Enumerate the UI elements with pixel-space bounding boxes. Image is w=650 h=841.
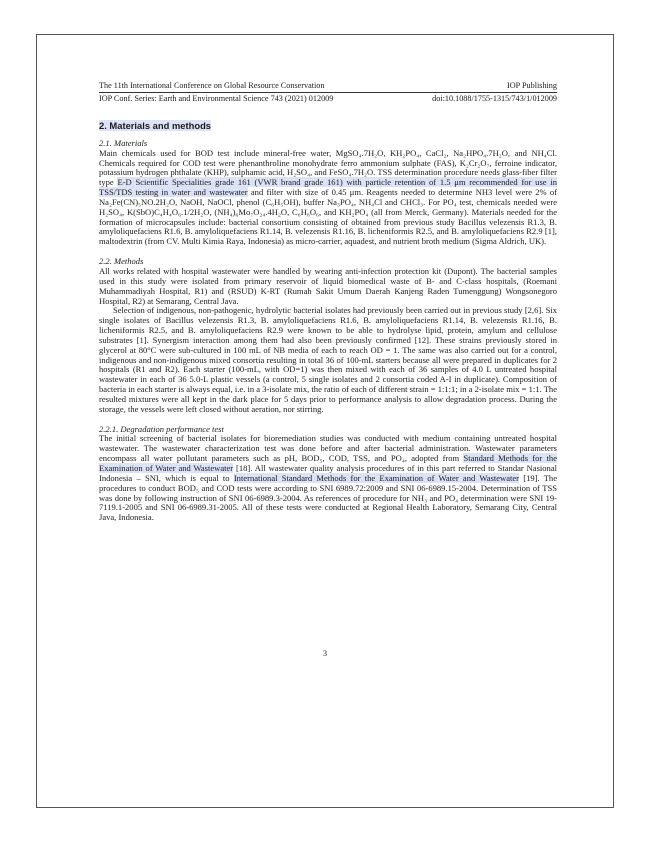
degradation-paragraph [99,434,557,523]
degradation-highlight-2: International Standard Methods for the Examination of Water and Wastewater [233,472,519,483]
publisher-name: IOP Publishing [507,81,557,90]
degradation-text-1: The initial screening of bacterial isolates for bioremediation studies was conducted with medium containing untreated hospital wastewater. The wastewater characterization test was done before and after bacterial administration. Wastewater parameters encompass all water pollutant parameters such as pH, BOD₅, COD, TSS, and PO₄, adopted from [99,433,557,464]
materials-highlight: E-D Scientific Specialities grade 161 (VWR brand grade 161) with particle retention of 1.5 μm recommended for use in TSS/TDS testing in water and wastewater [99,177,557,198]
running-header-top [99,81,557,91]
series-info: IOP Conf. Series: Earth and Environmental Science 743 (2021) 012009 [99,94,334,103]
paper-page [36,34,614,808]
methods-paragraph-1: All works related with hospital wastewater were handled by wearing anti-infection protection kit (Dupont). The bacterial samples used in this study were isolated from primary reservoir of liquid biomedical waste of B- and C-class hospitals, (Roemani Muhammadiyah Hospital, R1) and (RSUD) K-RT (Rumah Sakit Umum Daerah Kanjeng Raden Tumenggung) Wongsonegoro Hospital, R2) at Semarang, Central Java. [99,265,557,306]
materials-paragraph [99,149,557,247]
doi: doi:10.1088/1755-1315/743/1/012009 [432,94,557,103]
degradation-title: 2.2.1. Degradation performance test [99,423,224,434]
methods-title: 2.2. Methods [99,256,144,267]
degradation-text-3: [19]. The procedures to conduct BOD₅ and COD tests were according to SNI 6989.72:2009 and SNI 06-6989.15-2004. Determination of TSS was done by following instruction of SNI 06-6989.3-2004. As references of procedure for NH₃ and PO₄ determination were SNI 19-7119.1-2005 and SNI 06-6989.31-2005. All of these tests were conducted at Regional Health Laboratory, Semarang City, Central Java, Indonesia. [99,472,557,523]
section-title [99,121,557,131]
degradation-highlight-1: Standard Methods for the Examination of Water and Wastewater [99,453,557,473]
header-rule [99,92,557,93]
running-header-bottom [99,94,557,104]
section-title-text: 2. Materials and methods [99,120,212,131]
methods-paragraph-2: Selection of indigenous, non-pathogenic, hydrolytic bacterial isolates had previously been carried out in previous study [2,6]. Six single isolates of Bacillus velezensis R1.3, B. amyloliquefaciens R1.6, B. amyloliquefaciens R1.14, B. velezensis R1.16, B. licheniformis R2.5, and B. amyloliquefaciens R2.9 were known to be able to hydrolyse lipid, protein, amylum and cellulose substrates [1]. Synergism interaction among them had also been previously confirmed [12]. These strains previously stored in glycerol at 80°C were sub-cultured in 100 mL of NB media of each to reach OD = 1. The same was also carried out for a control, indigenous and non-indigenous mixed consortia resulting in total 36 of 100-mL starters because all were prepared in duplicates for 2 hospitals (R1 and R2). Each starter (100-mL, with OD=1) was then mixed with each of 36 samples of 4.0 L untreated hospital wastewater in each of 36 5.0-L plastic vessels (a control, 5 single isolates and 2 consortia coded A-I in duplicate). Composition of bacteria in each starter is always equal, i.e. in a 3-isolate mix, the ratio of each of different strain = 1:1:1; in a 2-isolate mix = 1:1. The resulted mixtures were all kept in the dark place for 5 days prior to performance analysis to allow degradation process. During the storage, the vessels were left closed without aeration, nor stirring. [99,305,557,414]
materials-title: 2.1. Materials [99,137,148,148]
page-number: 3 [323,649,327,658]
materials-text-1: Main chemicals used for BOD test include mineral-free water, MgSO₄.7H₂O, KH₂PO₄, CaCl₂, Na₂HPO₄.7H₂O, and NH₄Cl. Chemicals required for COD test were phenanthroline monohydrate ferro ammonium sulphate (FAS), K₂Cr₂O₇, ferroine indicator, potassium hydrogen phthalate (KHP), sulphamic acid, H₂SO₄, and FeSO₄.7H₂O. TSS determination procedure needs glass-fiber filter type [99,147,557,188]
materials-text-2: and filter with size of 0.45 μm. Reagents needed to determine NH3 level were 2% of Na₂Fe(CN)₅NO.2H₂O, NaOH, NaOCl, phenol (C₆H₅OH), buffer Na₃PO₄, NH₄Cl and CHCl₃. For PO₄ test, chemicals needed were H₂SO₄, K(SbO)C₄H₄O₆.1/2H₂O, (NH₄)₆Mo₇O₂₄.4H₂O, C₆H₈O₆, and KH₂PO₄ (all from Merck, Germany). Materials needed for the formation of microcapsules include: bacterial consortium consisting of obtained from previous study Bacillus velezensis R1.3, B. amyloliquefaciens R1.6, B. amyloliquefaciens R1.14, B. velezensis R1.16, B. licheniformis R2.5, and B. amyloliquefaciens R2.9 [1], maltodextrin (from CV. Multi Kimia Raya, Indonesia) as micro-carrier, aquadest, and nutrient broth medium (Sigma Aldrich, UK). [99,187,557,247]
page-content [99,81,557,523]
degradation-text-2: [18]. All wastewater quality analysis procedures of in this part referred to Standar Nasional Indonesia – SNI, which is equal to [99,463,557,483]
conference-name: The 11th International Conference on Global Resource Conservation [99,81,325,90]
